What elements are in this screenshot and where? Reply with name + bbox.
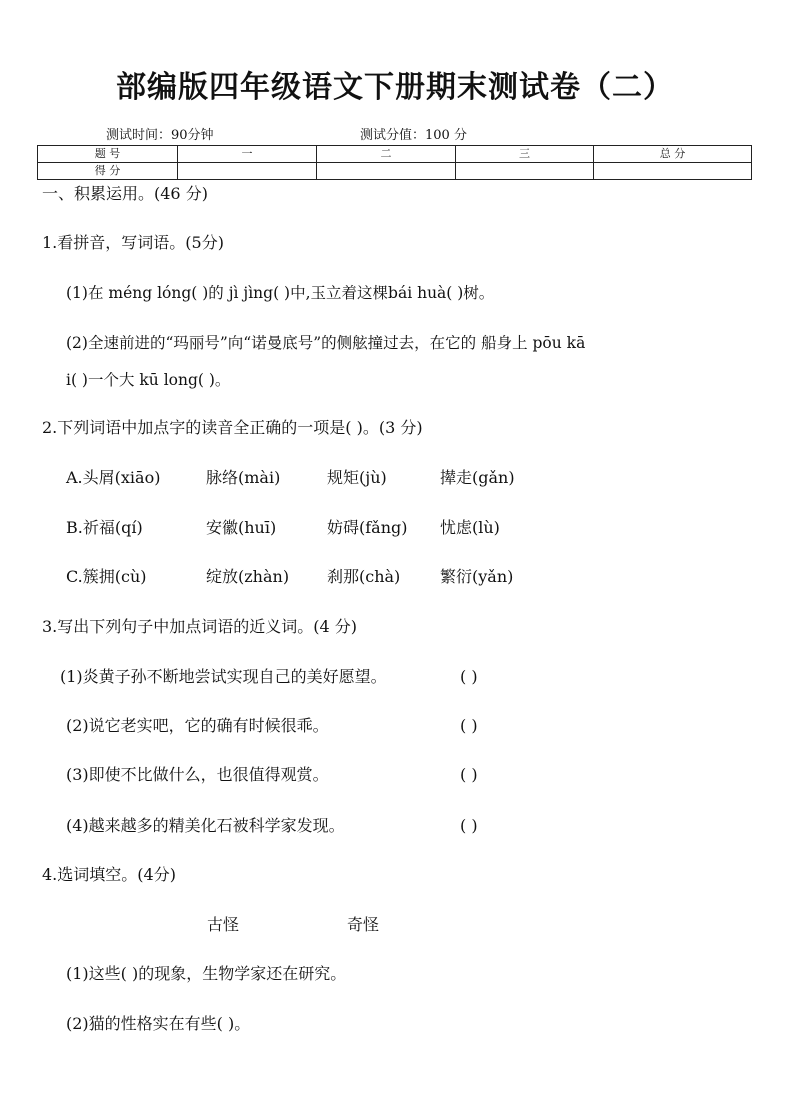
word-choice: 古怪 [207, 915, 240, 934]
option-item: 安徽(huī) [206, 518, 277, 537]
question-line: i( )一个大 kū long( )。 [66, 371, 231, 389]
option-item: 绽放(zhàn) [206, 567, 290, 586]
page-title: 部编版四年级语文下册期末测试卷（二） [116, 70, 674, 105]
option-item: B.祈福(qí) [66, 518, 143, 537]
table-row [38, 146, 752, 163]
question-item [0, 764, 790, 786]
option-item: 妨碍(fǎng) [327, 518, 408, 537]
option-item: 脉络(mài) [206, 468, 281, 487]
question-item [0, 815, 790, 837]
word-choices [0, 914, 790, 936]
option-row [0, 566, 790, 588]
test-score: 测试分值：100 分 [360, 128, 467, 143]
option-item: A.头屑(xiāo) [66, 468, 161, 487]
word-choice: 奇怪 [347, 915, 380, 934]
question-line: (2)全速前进的“玛丽号”向“诺曼底号”的侧舷撞过去，在它的 船身上 pōu kā [66, 334, 586, 352]
option-item: 撵走(gǎn) [440, 468, 515, 487]
option-item: 刹那(chà) [327, 567, 401, 586]
option-row [0, 517, 790, 539]
option-item: 繁衍(yǎn) [440, 567, 514, 586]
option-row [0, 467, 790, 489]
table-cell: 得 分 [38, 163, 178, 180]
question-item [0, 666, 790, 688]
option-item: C.簇拥(cù) [66, 567, 147, 586]
question-heading: 4.选词填空。(4分) [42, 865, 176, 884]
question-heading: 1.看拼音，写词语。(5分) [42, 233, 224, 252]
option-item: 忧虑(lù) [440, 518, 500, 537]
item-text: (1)炎黄子孙不断地尝试实现自己的美好愿望。 [60, 667, 387, 686]
answer-blank[interactable]: ( ) [460, 716, 478, 735]
question-line: (1)这些( )的现象，生物学家还在研究。 [66, 964, 347, 983]
answer-blank[interactable]: ( ) [460, 765, 478, 784]
question-heading: 2.下列词语中加点字的读音全正确的一项是( )。(3 分) [42, 418, 423, 437]
table-cell: 题 号 [38, 146, 178, 163]
answer-blank[interactable]: ( ) [460, 667, 478, 686]
table-cell[interactable] [178, 163, 317, 180]
item-text: (3)即使不比做什么，也很值得观赏。 [66, 765, 329, 784]
score-table [37, 145, 752, 180]
table-cell: 三 [456, 146, 594, 163]
option-item: 规矩(jù) [327, 468, 387, 487]
table-cell[interactable] [456, 163, 594, 180]
table-cell[interactable] [594, 163, 752, 180]
table-cell[interactable] [317, 163, 456, 180]
table-row [38, 163, 752, 180]
item-text: (4)越来越多的精美化石被科学家发现。 [66, 816, 345, 835]
question-heading: 3.写出下列句子中加点词语的近义词。(4 分) [42, 617, 358, 636]
table-cell: 总 分 [594, 146, 752, 163]
item-text: (2)说它老实吧，它的确有时候很乖。 [66, 716, 329, 735]
answer-blank[interactable]: ( ) [460, 816, 478, 835]
question-line: (1)在 méng lóng( )的 jì jìng( )中,玉立着这棵bái huà( )树。 [66, 284, 495, 302]
question-item [0, 715, 790, 737]
question-line: (2)猫的性格实在有些( )。 [66, 1014, 251, 1033]
test-time: 测试时间：90分钟 [106, 128, 214, 143]
table-cell: 二 [317, 146, 456, 163]
table-cell: 一 [178, 146, 317, 163]
section-heading: 一、积累运用。(46 分) [42, 184, 208, 203]
